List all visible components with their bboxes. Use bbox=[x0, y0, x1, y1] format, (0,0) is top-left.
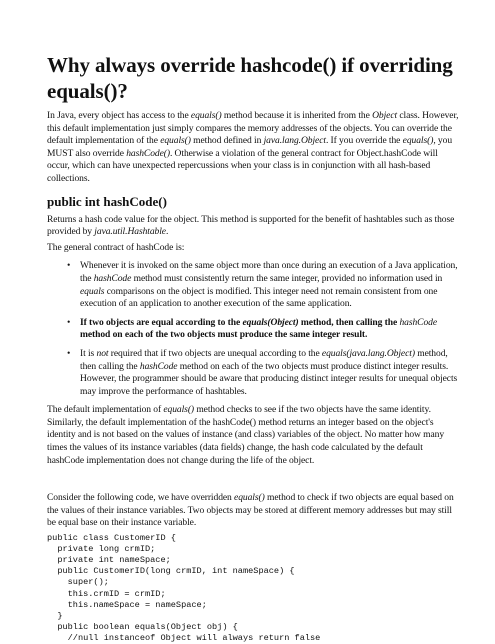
bullet-icon: • bbox=[67, 260, 71, 272]
hashcode-description bbox=[47, 214, 460, 239]
default-implementation-paragraph bbox=[47, 404, 460, 467]
emphasis: Object bbox=[372, 110, 398, 121]
consider-paragraph bbox=[47, 492, 460, 530]
emphasis: equals() bbox=[402, 135, 434, 147]
emphasis: equals(Object) bbox=[242, 316, 299, 328]
document-page bbox=[47, 52, 460, 644]
list-item bbox=[67, 260, 460, 310]
text-run: It is bbox=[80, 347, 97, 359]
emphasis: equals() bbox=[190, 110, 222, 121]
emphasis: equals() bbox=[163, 404, 195, 416]
text-run: required that if two objects are unequal according to the bbox=[108, 347, 322, 359]
text-run: . Otherwise a violation of the general contract for Object.hashCode will occur, which can have unexpected repercussions when your class is in conjunction with all hash-based collections. bbox=[47, 147, 438, 184]
contract-intro: The general contract of hashCode is: bbox=[47, 241, 185, 253]
list-item bbox=[67, 317, 460, 342]
page-title: Why always override hashcode() if overriding equals()? bbox=[47, 53, 453, 103]
text-run: method to check if two objects are equal based on the values of their instance variables. Two objects may be stored at different memory addresses but may still be equal base on their instance variable. bbox=[47, 492, 454, 529]
text-run: method must consistently return the same integer, provided no information used in bbox=[131, 272, 443, 284]
emphasis: hashCode bbox=[139, 360, 178, 372]
emphasis: equals() bbox=[160, 135, 191, 147]
text-run: method on each of the two objects must produce distinct integer results. However, the programmer should be aware that producing distinct integer results for unequal objects may improve the performance of hashtables. bbox=[80, 360, 458, 397]
text-run: method, then calling the bbox=[80, 347, 448, 372]
text-run: class. However, this default implementation just simply compares the memory addresses of the objects. You can override the default implementation of the bbox=[47, 110, 459, 147]
emphasis: equals(java.lang.Object) bbox=[321, 347, 415, 359]
emphasis: hashCode() bbox=[126, 147, 170, 159]
emphasis: java.lang.Object bbox=[263, 135, 326, 147]
text-run: Returns a hash code value for the object. This method is supported for the benefit of hashtables such as those provided by bbox=[47, 213, 455, 238]
emphasis: equals() bbox=[234, 492, 265, 504]
text-run: Consider the following code, we have overridden bbox=[47, 492, 235, 504]
emphasis: not bbox=[96, 347, 109, 359]
bullet-icon: • bbox=[67, 316, 71, 328]
bullet-icon: • bbox=[67, 347, 71, 359]
text-run: comparisons on the object is modified. This integer need not remain consistent from one execution of an application to another execution of the same application. bbox=[80, 285, 438, 310]
text-run: The default implementation of bbox=[47, 404, 164, 416]
text-run: method, then calling the bbox=[298, 316, 400, 328]
emphasis: equals bbox=[80, 285, 105, 297]
list-item bbox=[67, 348, 460, 398]
text-run: . If you override the bbox=[325, 135, 403, 147]
text-run: method because it is inherited from the bbox=[221, 110, 373, 121]
intro-paragraph bbox=[47, 110, 460, 186]
contract-list bbox=[47, 260, 460, 398]
emphasis: hashCode bbox=[399, 316, 437, 328]
text-run: method on each of the two objects must produce the same integer result. bbox=[80, 329, 368, 341]
text-run: , you MUST also override bbox=[47, 135, 453, 159]
text-run: method defined in bbox=[190, 135, 264, 147]
spacer bbox=[47, 470, 460, 492]
text-run: method checks to see if the two objects have the same identity. Similarly, the default implementation of the hashCode() method returns an integer based on the object's identity and is not based on the values of instance (and class) variables of the object. No matter how many times the values of its instance variables (data fields) change, the hash code calculated by the default hashCode implementation does not change during the life of the object. bbox=[47, 404, 445, 466]
text-run: In Java, every object has access to the bbox=[47, 110, 191, 121]
text-run: . bbox=[165, 226, 169, 238]
text-run: Whenever it is invoked on the same object more than once during an execution of a Java application, the bbox=[80, 260, 458, 284]
code-block: public class CustomerID { private long crmID; private int nameSpace; public CustomerID(long crmID, int nameSpace) { super(); this.crmID = crmID; this.nameSpace = nameSpace; } public boolean equals(Object obj) { //null instanceof Object will always return false bbox=[47, 533, 321, 643]
section-heading: public int hashCode() bbox=[47, 193, 167, 209]
emphasis: hashCode bbox=[93, 272, 132, 284]
emphasis: java.util.Hashtable bbox=[94, 226, 166, 238]
text-run: If two objects are equal according to the bbox=[80, 316, 243, 328]
